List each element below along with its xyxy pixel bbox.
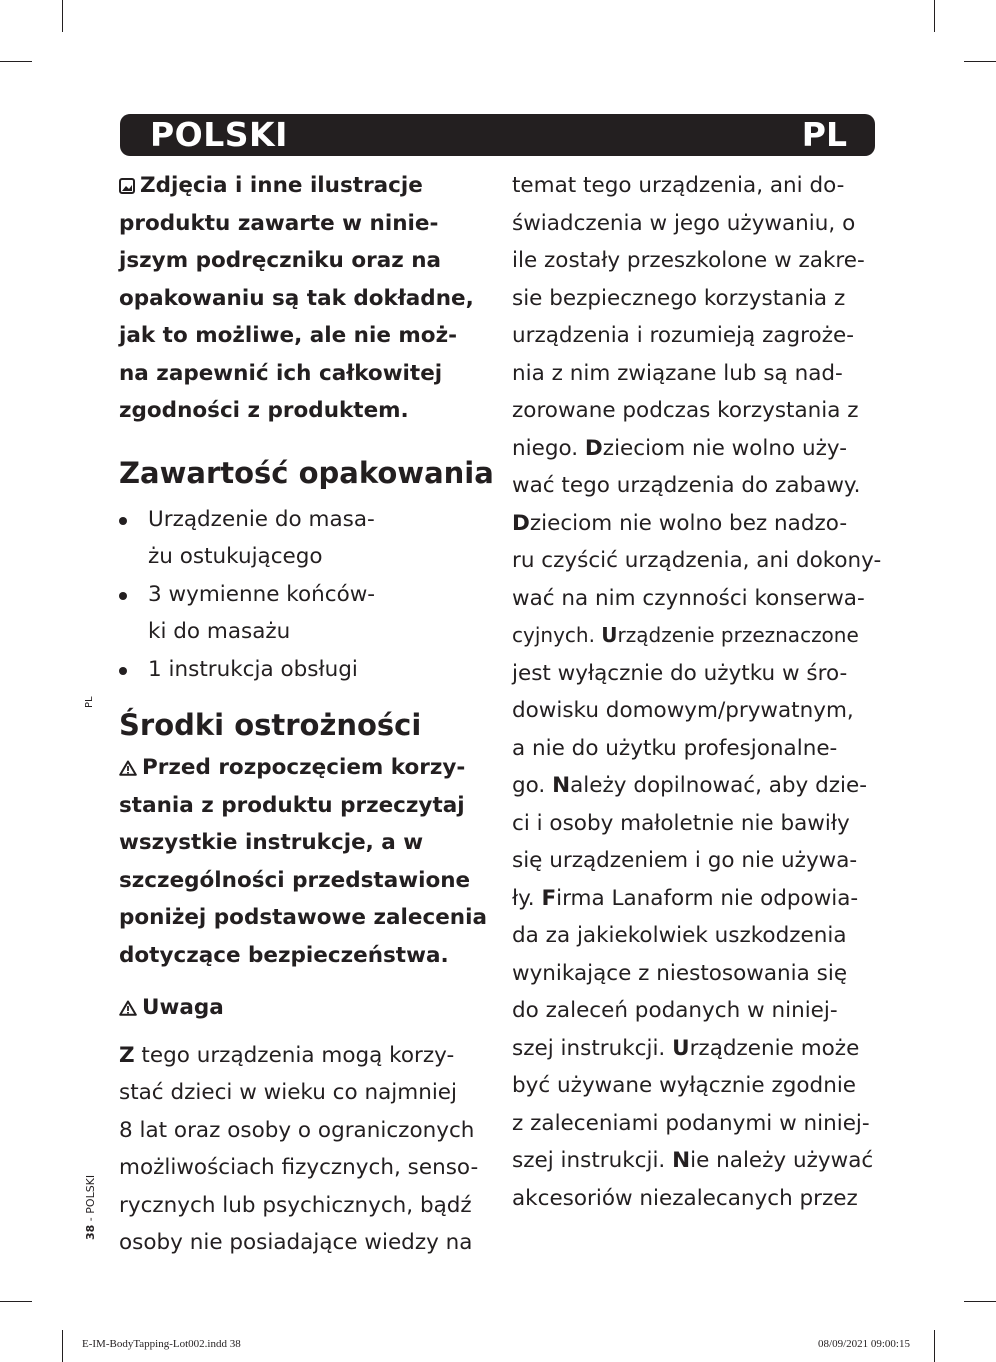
crop-mark (62, 0, 63, 32)
body-line: nia z nim związane lub są nad- (512, 360, 843, 386)
precaution-line: dotyczące bezpieczeństwa. (119, 942, 449, 968)
body-line: da za jakiekolwiek uszkodzenia (512, 923, 847, 948)
body-line: akcesoriów niezalecanych przez (512, 1185, 858, 1211)
crop-mark (964, 1301, 996, 1302)
notice-line: jak to możliwe, ale nie moż- (119, 323, 458, 348)
body-line: wynikające z niestosowania się (512, 960, 848, 986)
body-line: z zaleceniami podanymi w niniej- (512, 1110, 870, 1136)
illustration-notice (119, 167, 494, 430)
precaution-line: Przed rozpoczęciem korzy- (119, 749, 494, 787)
body-line: szej instrukcji. Urządzenie może (512, 1035, 860, 1061)
body-line: 8 lat oraz osoby o ograniczonych (119, 1117, 475, 1143)
right-column (512, 167, 884, 1217)
body-line: a nie do użytku profesjonalne- (512, 735, 838, 761)
body-line: ru czyścić urządzenia, ani dokony- (512, 548, 882, 573)
body-line: niego. Dzieciom nie wolno uży- (512, 435, 847, 461)
body-line: ły. Firma Lanaform nie odpowia- (512, 885, 859, 911)
warning-triangle-icon (119, 760, 137, 776)
body-line: Dzieciom nie wolno bez nadzo- (512, 510, 848, 536)
bullet-icon (119, 592, 127, 600)
body-line: stać dzieci w wieku co najmniej (119, 1080, 458, 1105)
page-number: 38 (84, 1224, 97, 1240)
crop-mark (62, 1330, 63, 1362)
body-line: temat tego urządzenia, ani do- (512, 173, 845, 198)
body-line: Z tego urządzenia mogą korzy- (119, 1042, 455, 1068)
notice-line: na zapewnić ich całkowitej (119, 360, 443, 386)
body-line: się urządzeniem i go nie używa- (512, 848, 858, 873)
body-line: zorowane podczas korzystania z (512, 398, 859, 423)
language-header-bar (120, 114, 875, 156)
crop-mark (0, 1301, 32, 1302)
body-line: wać na nim czynności konserwa- (512, 585, 865, 611)
notice-line: produktu zawarte w ninie- (119, 210, 439, 236)
side-language-tab: PL (84, 696, 95, 708)
body-line: świadczenia w jego używaniu, o (512, 210, 856, 236)
body-line: ile zostały przeszkolone w zakre- (512, 248, 865, 273)
image-icon (119, 178, 135, 194)
body-line: jest wyłącznie do użytku w śro- (512, 660, 848, 686)
crop-mark (934, 0, 935, 32)
crop-mark (964, 61, 996, 62)
body-line: szej instrukcji. Nie należy używać (512, 1148, 874, 1173)
bullet-icon (119, 517, 127, 525)
body-line: być używane wyłącznie zgodnie (512, 1073, 857, 1098)
body-line: wać tego urządzenia do zabawy. (512, 473, 861, 498)
contents-list (119, 501, 494, 689)
body-line: sie bezpiecznego korzystania z (512, 285, 846, 311)
warning-label: Uwaga (119, 989, 494, 1027)
notice-line: opakowaniu są tak dokładne, (119, 285, 474, 311)
notice-line: jszym podręczniku oraz na (119, 248, 442, 273)
contents-heading: Zawartość opakowania (119, 455, 494, 490)
body-line: urządzenia i rozumieją zagroże- (512, 323, 854, 348)
side-page-label (84, 1175, 97, 1240)
crop-mark (0, 61, 32, 62)
page-section: - POLSKI (84, 1174, 97, 1225)
bullet-icon (119, 667, 127, 675)
body-line: go. Należy dopilnować, aby dzie- (512, 773, 868, 798)
body-line: do zaleceń podanych w niniej- (512, 998, 838, 1023)
body-line: możliwościach fizycznych, senso- (119, 1155, 479, 1180)
list-item: Urządzenie do masa- żu ostukującego (119, 501, 494, 576)
left-column (119, 167, 494, 1262)
precaution-line: wszystkie instrukcje, a w (119, 830, 424, 855)
header-title: POLSKI (150, 115, 288, 154)
body-line: rycznych lub psychicznych, bądź (119, 1192, 472, 1218)
body-line: osoby nie posiadające wiedzy na (119, 1230, 473, 1255)
footer-timestamp: 08/09/2021 09:00:15 (818, 1338, 910, 1350)
notice-line: Zdjęcia i inne ilustracje (119, 167, 494, 205)
precautions-notice (119, 749, 494, 974)
header-language-code: PL (801, 115, 847, 154)
notice-line: zgodności z produktem. (119, 398, 409, 423)
precaution-line: stania z produktu przeczytaj (119, 792, 465, 818)
warning-triangle-icon (119, 1000, 137, 1016)
body-line: cyjnych. Urządzenie przeznaczone (512, 623, 859, 647)
body-line: dowisku domowym/prywatnym, (512, 698, 854, 723)
crop-mark (934, 1330, 935, 1362)
precaution-line: poniżej podstawowe zalecenia (119, 905, 487, 930)
precaution-line: szczególności przedstawione (119, 867, 471, 893)
precautions-heading: Środki ostrożności (119, 708, 422, 742)
warning-body (119, 1037, 494, 1262)
body-line: ci i osoby małoletnie nie bawiły (512, 810, 850, 836)
footer-file-name: E-IM-BodyTapping-Lot002.indd 38 (82, 1338, 241, 1350)
list-item: 3 wymienne końców- ki do masażu (119, 576, 494, 651)
list-item: 1 instrukcja obsługi (119, 651, 494, 689)
